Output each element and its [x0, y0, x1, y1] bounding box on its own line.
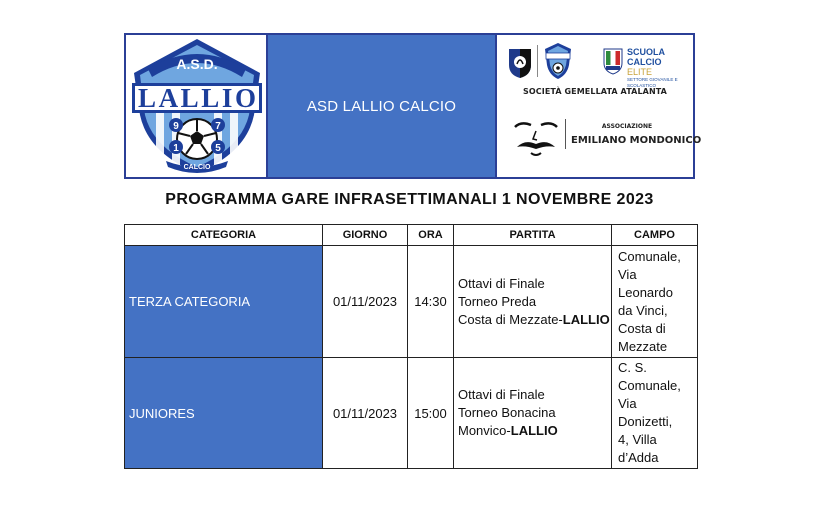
campo-line: Leonardo	[618, 284, 673, 300]
partita-line-3	[458, 311, 611, 329]
cell-giorno: 01/11/2023	[323, 358, 408, 469]
header-campo: CAMPO	[612, 225, 698, 246]
association-label: ASSOCIAZIONE	[601, 123, 653, 130]
sponsor-box	[495, 35, 702, 177]
scuola-line2: CALCIO	[627, 57, 662, 67]
cell-categoria: JUNIORES	[125, 358, 323, 469]
campo-line: Via	[618, 396, 637, 411]
header-giorno: GIORNO	[323, 225, 408, 246]
partita-lallio: LALLIO	[510, 423, 558, 438]
sponsor-divider	[537, 45, 538, 77]
partita-line-1: Ottavi di Finale	[458, 387, 545, 402]
club-logo-box	[126, 35, 268, 177]
partita-teams: Costa di Mezzate-	[458, 311, 563, 327]
gemellata-text: SOCIETÀ GEMELLATA ATALANTA	[523, 87, 667, 96]
campo-line: C. S.	[618, 360, 647, 375]
campo-line: Donizetti,	[618, 414, 673, 429]
mustache-icon	[511, 113, 561, 159]
campo-line: Comunale,	[618, 248, 681, 264]
logo-year-digit-1: 9	[173, 121, 179, 132]
cell-ora: 15:00	[408, 358, 454, 469]
scuola-calcio-elite-mark	[627, 47, 687, 89]
campo-line: Mezzate	[618, 338, 668, 354]
campo-line: Costa di	[618, 320, 666, 336]
cell-partita	[454, 358, 612, 469]
table-row	[125, 358, 698, 469]
partita-line-1: Ottavi di Finale	[458, 275, 545, 291]
logo-name-text: LALLIO	[138, 83, 256, 113]
partita-line-3	[458, 422, 611, 440]
mondonico-association-mark	[511, 107, 702, 163]
campo-line: Via	[618, 266, 637, 282]
association-name: EMILIANO MONDONICO	[571, 135, 702, 146]
figc-shield-icon	[603, 47, 623, 75]
table-row	[125, 246, 698, 358]
header-partita: PARTITA	[454, 225, 612, 246]
table-header-row	[125, 225, 698, 246]
logo-year-digit-4: 5	[215, 143, 221, 154]
partita-lallio: LALLIO	[562, 311, 610, 327]
scuola-line1: SCUOLA	[627, 47, 665, 57]
logo-year-digit-2: 7	[215, 121, 221, 132]
match-schedule-table	[124, 224, 698, 469]
lallio-small-crest-icon	[543, 41, 573, 81]
logo-asd-text: A.S.D.	[176, 56, 218, 72]
scuola-small-text: SETTORE GIOVANILE E SCOLASTICO	[627, 77, 678, 88]
lallio-calcio-logo	[126, 35, 268, 177]
campo-line: 4, Villa	[618, 432, 657, 447]
scuola-elite: ELITE	[627, 67, 653, 77]
header-categoria: CATEGORIA	[125, 225, 323, 246]
club-name: ASD LALLIO CALCIO	[306, 97, 457, 115]
cell-campo	[612, 246, 698, 358]
partita-line-2: Torneo Preda	[458, 293, 537, 309]
header-ora: ORA	[408, 225, 454, 246]
atalanta-crest-icon	[507, 45, 533, 79]
logo-year-digit-3: 1	[173, 143, 179, 154]
campo-line: Comunale,	[618, 378, 681, 393]
logo-calcio-text: CALCIO	[183, 164, 211, 171]
association-divider	[565, 119, 566, 149]
cell-categoria: TERZA CATEGORIA	[125, 246, 323, 358]
header-banner	[124, 33, 702, 179]
sponsor-logos-row	[507, 41, 687, 88]
campo-line: d’Adda	[618, 450, 659, 465]
partita-line-2: Torneo Bonacina	[458, 405, 556, 420]
cell-giorno: 01/11/2023	[323, 246, 408, 358]
cell-ora: 14:30	[408, 246, 454, 358]
cell-campo	[612, 358, 698, 469]
cell-partita	[454, 246, 612, 358]
page-title: PROGRAMMA GARE INFRASETTIMANALI 1 NOVEMBRE 2023	[165, 191, 654, 208]
partita-teams: Monvico-	[458, 423, 511, 438]
campo-line: da Vinci,	[618, 302, 668, 318]
